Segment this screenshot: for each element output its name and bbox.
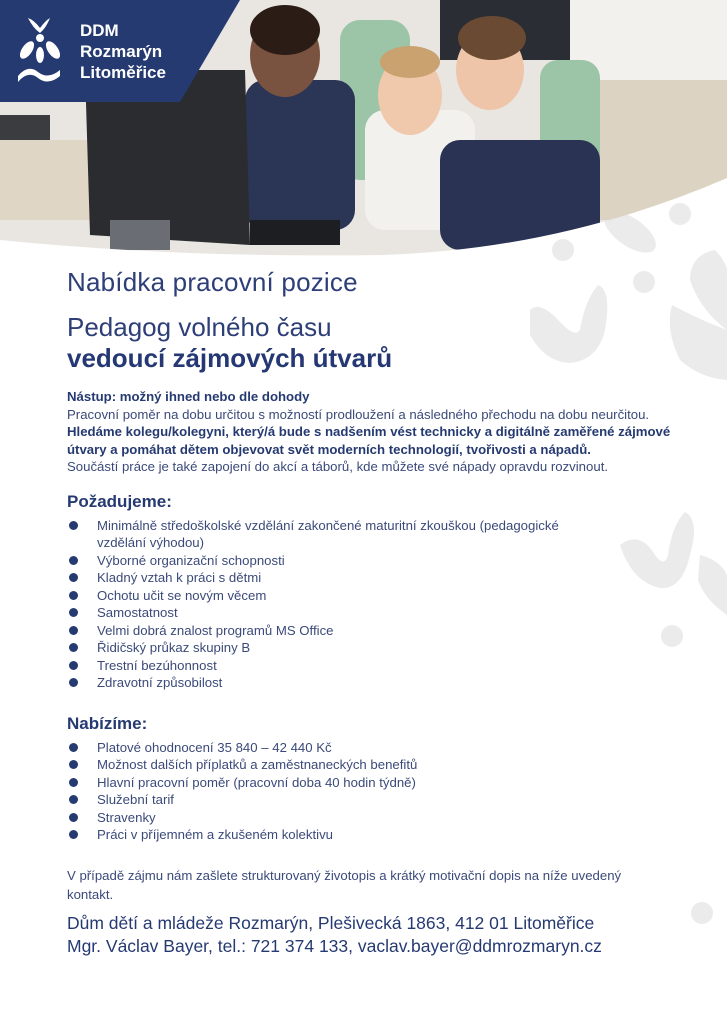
list-item: Kladný vztah k práci s dětmi	[67, 569, 697, 587]
bullet-icon	[69, 760, 78, 769]
list-item: Minimálně středoškolské vzdělání zakončené maturitní zkouškou (pedagogické vzdělání výhodou)	[67, 517, 697, 552]
bullet-icon	[69, 778, 78, 787]
bullet-icon	[69, 556, 78, 565]
bullet-icon	[69, 678, 78, 687]
logo-line-ddm: DDM	[80, 21, 119, 40]
list-item: Velmi dobrá znalost programů MS Office	[67, 622, 697, 640]
bullet-icon	[69, 608, 78, 617]
application-instructions: V případě zájmu nám zašlete strukturovaný životopis a krátký motivační dopis na níže uvedený kontakt.	[67, 867, 622, 902]
list-item: Práci v příjemném a zkušeném kolektivu	[67, 826, 697, 844]
offers-list	[67, 739, 697, 844]
requirements-heading: Požadujeme:	[67, 491, 172, 511]
intro-extra: Součástí práce je také zapojení do akcí a táborů, kde můžete své nápady opravdu rozvinout.	[67, 459, 609, 474]
list-item: Samostatnost	[67, 604, 697, 622]
intro-paragraph	[67, 388, 697, 476]
intro-highlight: Hledáme kolegu/kolegyni, který/á bude s nadšením vést technicky a digitálně zaměřené zájmové útvary a pomáhat dětem objevovat svět moderních technologií, tvořivosti a nápadů.	[67, 424, 671, 457]
start-date: Nástup: možný ihned nebo dle dohody	[67, 389, 310, 404]
bullet-icon	[69, 521, 78, 530]
job-title-line2: vedoucí zájmových útvarů	[67, 343, 393, 373]
bullet-icon	[69, 573, 78, 582]
bullet-icon	[69, 643, 78, 652]
bullet-icon	[69, 813, 78, 822]
bullet-icon	[69, 743, 78, 752]
list-item: Stravenky	[67, 809, 697, 827]
list-item: Služební tarif	[67, 791, 697, 809]
list-item: Hlavní pracovní poměr (pracovní doba 40 hodin týdně)	[67, 774, 697, 792]
requirements-list	[67, 517, 697, 692]
logo-banner	[0, 0, 240, 102]
list-item: Možnost dalších příplatků a zaměstnaneckých benefitů	[67, 756, 697, 774]
intro-text: Pracovní poměr na dobu určitou s možností prodloužení a následného přechodu na dobu neurčitou.	[67, 406, 650, 422]
bullet-icon	[69, 661, 78, 670]
logo-wordmark	[80, 20, 166, 83]
offer-kicker: Nabídka pracovní pozice	[67, 267, 358, 297]
job-title-line1: Pedagog volného času	[67, 312, 332, 342]
bullet-icon	[69, 626, 78, 635]
bullet-icon	[69, 795, 78, 804]
logo-line-litomerice: Litoměřice	[80, 63, 166, 82]
list-item: Ochotu učit se novým věcem	[67, 587, 697, 605]
bullet-icon	[69, 830, 78, 839]
list-item: Trestní bezúhonnost	[67, 657, 697, 675]
job-offer-content	[67, 262, 697, 958]
contact-person[interactable]: Mgr. Václav Bayer, tel.: 721 374 133, vaclav.bayer@ddmrozmaryn.cz	[67, 935, 602, 956]
offers-heading: Nabízíme:	[67, 713, 148, 733]
contact-address: Dům dětí a mládeže Rozmarýn, Plešivecká 1863, 412 01 Litoměřice	[67, 912, 595, 933]
list-item: Výborné organizační schopnosti	[67, 552, 697, 570]
contact-block	[67, 912, 697, 958]
hero-banner	[0, 0, 727, 262]
list-item: Řidičský průkaz skupiny B	[67, 639, 697, 657]
list-item: Zdravotní způsobilost	[67, 674, 697, 692]
bullet-icon	[69, 591, 78, 600]
list-item: Platové ohodnocení 35 840 – 42 440 Kč	[67, 739, 697, 757]
logo-line-rozmaryn: Rozmarýn	[80, 42, 163, 61]
